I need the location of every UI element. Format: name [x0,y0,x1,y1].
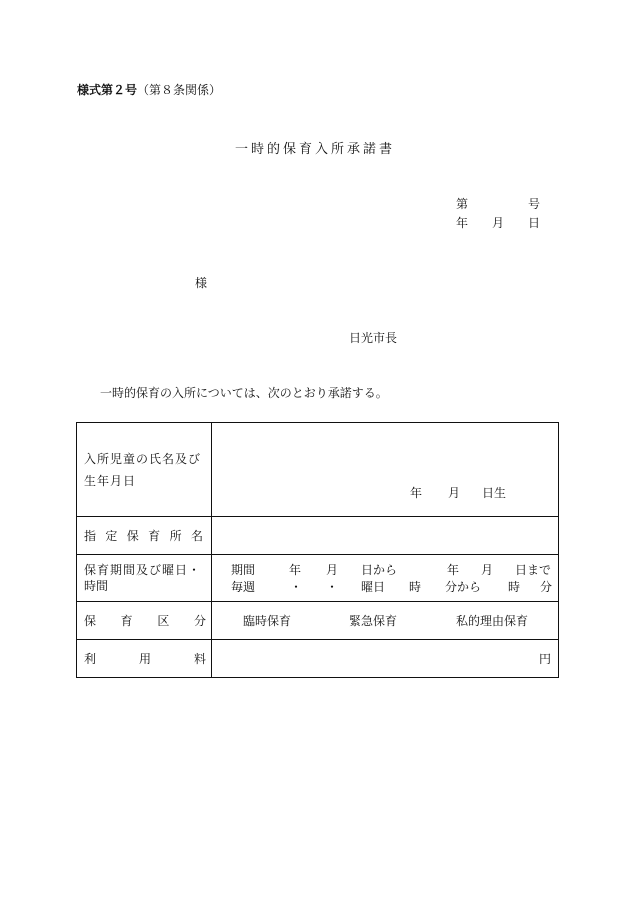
period-to-day: 日まで [515,563,552,577]
label-period [77,555,212,602]
label-facility-char: 名 [190,529,203,543]
label-fee-char: 料 [193,652,206,666]
birth-year: 年 [410,486,423,500]
row-category [77,602,559,640]
cell-category [212,602,559,640]
label-facility-char: 所 [169,529,182,543]
label-category-char: 分 [193,614,206,628]
period-label: 期間 [231,563,256,577]
form-number [77,84,221,96]
label-category-char: 区 [157,614,170,628]
time-from-hour: 時 [409,580,422,594]
weekday-separator: ・ [326,580,339,594]
date-month: 月 [492,216,505,230]
row-period [77,555,559,602]
weekday-separator: ・ [290,580,303,594]
label-period-line2: 時間 [84,579,109,593]
date-day: 日 [528,216,541,230]
label-fee-char: 用 [138,652,151,666]
cell-period [212,555,559,602]
cell-fee [212,640,559,678]
row-fee [77,640,559,678]
label-facility-char: 指 [84,529,97,543]
weekday-label: 曜日 [361,580,386,594]
label-facility-char: 育 [148,529,161,543]
period-from-month: 月 [326,563,339,577]
label-child-line2: 生年月日 [84,473,137,488]
birth-month: 月 [448,486,461,500]
label-fee-char: 利 [84,652,97,666]
recipient-suffix: 様 [195,276,208,290]
label-facility [77,517,212,555]
form-reference: （第８条関係） [137,83,222,97]
row-child [77,423,559,517]
birth-day: 日生 [482,486,507,500]
date-year: 年 [456,216,469,230]
category-option-emergency: 緊急保育 [349,614,398,628]
fee-unit: 円 [539,652,552,666]
label-category-char: 育 [120,614,133,628]
issue-no-suffix: 号 [528,197,541,211]
period-from-year: 年 [289,563,302,577]
label-child-line1: 入所児童の氏名及び [84,451,202,466]
cell-facility [212,517,559,555]
form-number-main: 様式第２号 [77,83,138,97]
issuer-name: 日光市長 [349,331,398,345]
category-option-temporary: 臨時保育 [243,614,292,628]
time-to-minute: 分 [540,580,553,594]
weekly-label: 毎週 [231,580,256,594]
period-from-day: 日から [361,563,398,577]
period-to-year: 年 [447,563,460,577]
time-from-minute: 分から [445,580,482,594]
label-period-line1: 保育期間及び曜日・ [84,563,202,577]
label-child [77,423,212,517]
label-facility-char: 定 [105,529,118,543]
time-to-hour: 時 [508,580,521,594]
issue-no-prefix: 第 [456,197,469,211]
intro-text: 一時的保育の入所については、次のとおり承諾する。 [100,386,388,400]
cell-child [212,423,559,517]
row-facility [77,517,559,555]
document-title: 一時的保育入所承諾書 [234,142,395,157]
label-facility-char: 保 [126,529,139,543]
label-fee [77,640,212,678]
period-to-month: 月 [481,563,494,577]
category-option-private: 私的理由保育 [456,614,529,628]
label-category-char: 保 [84,614,97,628]
approval-table [76,422,559,678]
label-category [77,602,212,640]
